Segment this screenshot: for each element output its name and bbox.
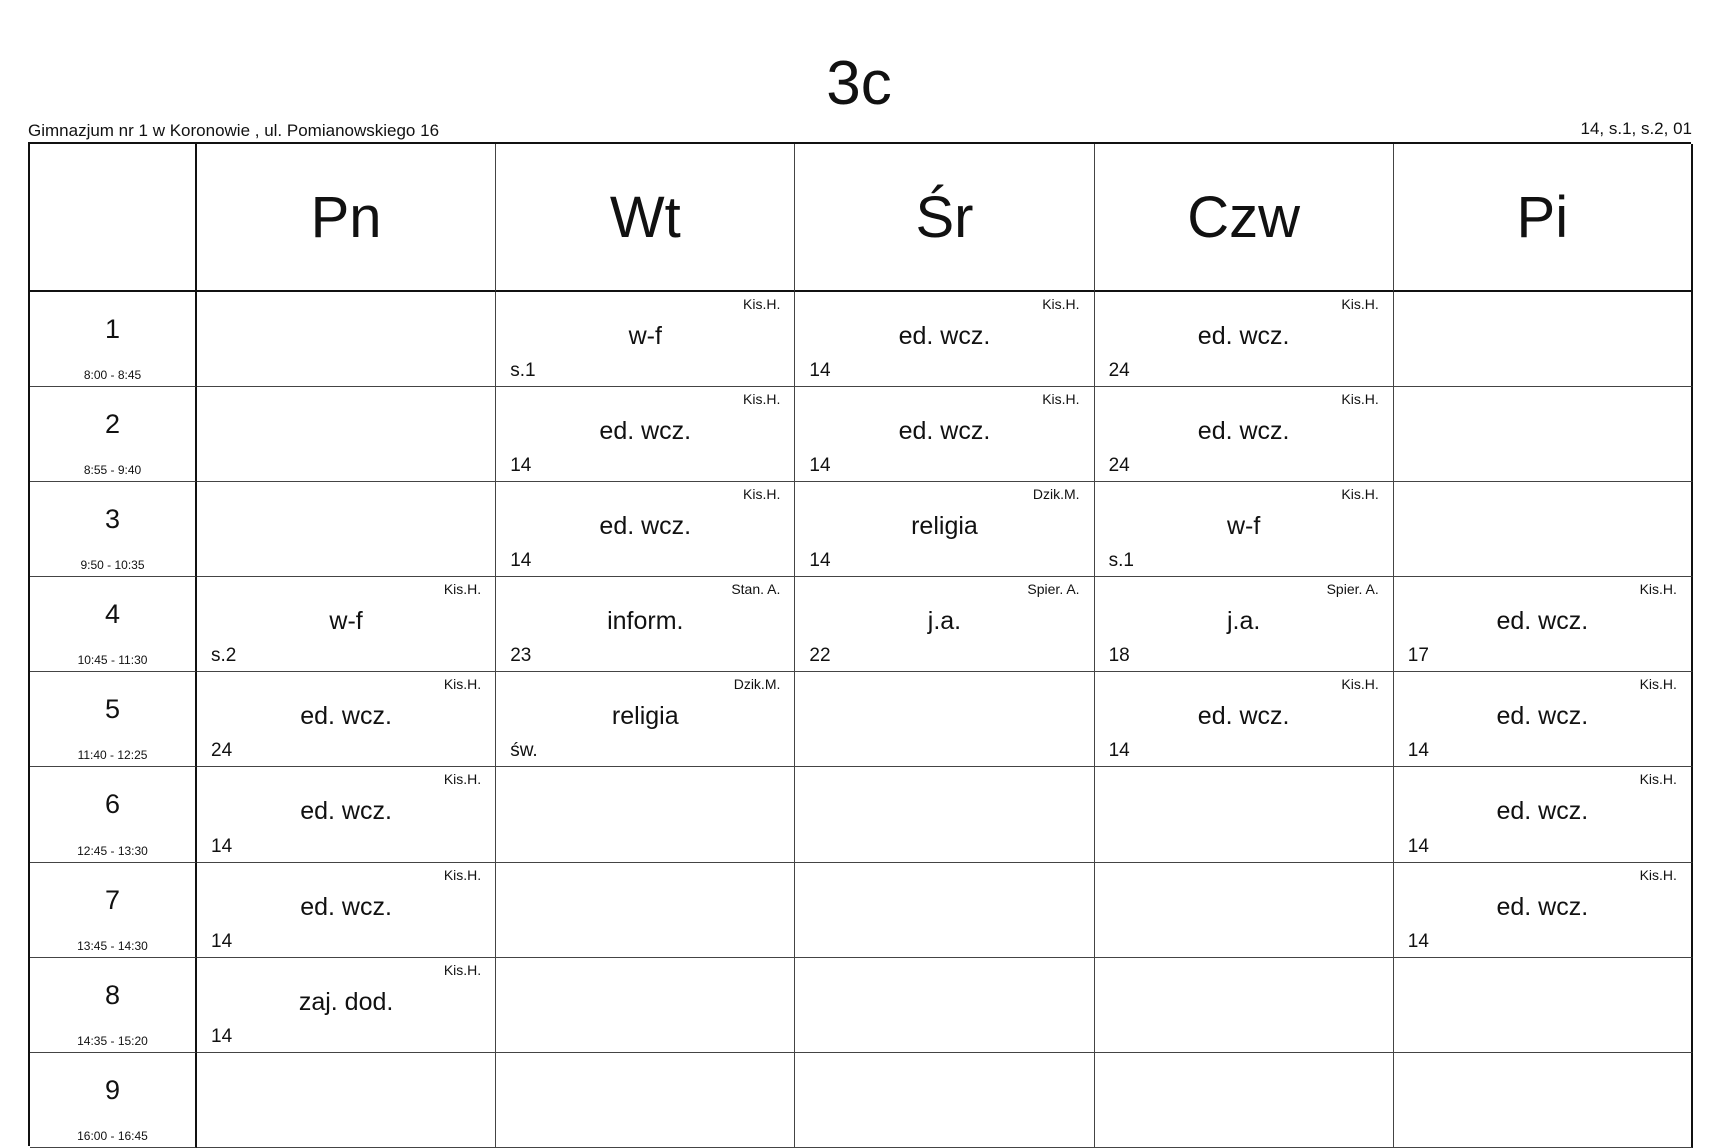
lesson-teacher: Kis.H.: [1639, 676, 1677, 693]
lesson-room: 14: [809, 360, 831, 382]
lesson-teacher: Kis.H.: [443, 581, 482, 598]
period-cell: [30, 863, 197, 958]
period-time: 16:00 - 16:45: [77, 1128, 148, 1143]
lesson-subject: inform.: [607, 607, 684, 636]
lesson-cell: [1394, 767, 1693, 862]
lesson-subject: w-f: [628, 322, 662, 350]
lesson-teacher: Dzik.M.: [1032, 486, 1080, 503]
lesson-subject: ed. wcz.: [1197, 702, 1290, 731]
period-cell: [30, 482, 197, 577]
lesson-room: s.2: [211, 645, 237, 667]
period-number: 8: [104, 979, 121, 1010]
empty-cell: [795, 863, 1094, 958]
empty-cell: [1394, 482, 1693, 577]
period-time: 14:35 - 15:20: [77, 1033, 148, 1048]
day-header: Pn: [197, 144, 496, 292]
lesson-room: s.1: [1108, 550, 1134, 572]
period-cell: [30, 1053, 197, 1148]
lesson-cell: [795, 577, 1094, 672]
period-time: 9:50 - 10:35: [80, 558, 145, 573]
period-number: 4: [104, 599, 121, 630]
lesson-room: 22: [809, 645, 831, 667]
period-time: 8:00 - 8:45: [83, 368, 142, 383]
lesson-room: 14: [211, 930, 233, 952]
rooms-info: 14, s.1, s.2, 01: [1580, 119, 1692, 138]
empty-cell: [795, 958, 1094, 1053]
lesson-cell: [1095, 292, 1394, 387]
lesson-cell: [1394, 577, 1693, 672]
period-cell: [30, 672, 197, 767]
lesson-cell: [1394, 863, 1693, 958]
lesson-cell: [1394, 672, 1693, 767]
lesson-room: s.1: [510, 360, 536, 382]
lesson-subject: zaj. dod.: [298, 987, 394, 1016]
day-header: Pi: [1394, 144, 1693, 292]
lesson-room: 14: [1407, 930, 1429, 952]
lesson-subject: ed. wcz.: [1496, 702, 1589, 731]
period-number: 3: [104, 504, 121, 535]
lesson-subject: ed. wcz.: [300, 892, 392, 921]
lesson-subject: ed. wcz.: [898, 417, 991, 446]
lesson-cell: [496, 292, 795, 387]
lesson-cell: [496, 672, 795, 767]
empty-cell: [1095, 863, 1394, 958]
period-cell: [30, 577, 197, 672]
lesson-subject: ed. wcz.: [599, 417, 692, 446]
lesson-teacher: Kis.H.: [1639, 866, 1677, 883]
empty-cell: [795, 1053, 1094, 1148]
period-time: 12:45 - 13:30: [77, 843, 148, 858]
lesson-cell: [795, 292, 1094, 387]
empty-cell: [1095, 1053, 1394, 1148]
lesson-teacher: Kis.H.: [1341, 486, 1379, 503]
lesson-subject: religia: [611, 702, 679, 731]
lesson-room: 14: [211, 1025, 233, 1047]
lesson-room: 14: [1407, 740, 1429, 762]
lesson-subject: ed. wcz.: [898, 322, 991, 350]
lesson-teacher: Kis.H.: [1341, 391, 1379, 408]
lesson-cell: [496, 387, 795, 482]
empty-cell: [197, 482, 496, 577]
lesson-teacher: Kis.H.: [443, 866, 482, 883]
day-header: Wt: [496, 144, 795, 292]
lesson-teacher: Kis.H.: [743, 486, 781, 503]
lesson-room: 24: [1108, 455, 1130, 477]
lesson-subject: ed. wcz.: [1197, 322, 1290, 350]
lesson-room: 18: [1108, 645, 1130, 667]
lesson-teacher: Kis.H.: [1639, 771, 1677, 788]
period-time: 8:55 - 9:40: [83, 463, 142, 478]
lesson-cell: [1095, 482, 1394, 577]
lesson-subject: ed. wcz.: [300, 797, 392, 826]
period-number: 1: [104, 314, 121, 344]
lesson-cell: [197, 577, 496, 672]
empty-cell: [496, 863, 795, 958]
corner-cell: [30, 144, 197, 292]
lesson-room: 24: [1108, 360, 1130, 382]
lesson-subject: j.a.: [927, 607, 962, 636]
empty-cell: [197, 292, 496, 387]
period-cell: [30, 387, 197, 482]
timetable-grid: [28, 142, 1691, 1146]
lesson-teacher: Kis.H.: [1042, 391, 1080, 408]
lesson-subject: ed. wcz.: [1496, 797, 1589, 826]
lesson-teacher: Kis.H.: [443, 676, 482, 693]
lesson-teacher: Kis.H.: [443, 771, 482, 788]
lesson-room: 14: [809, 550, 831, 572]
lesson-cell: [1095, 672, 1394, 767]
empty-cell: [1394, 292, 1693, 387]
period-cell: [30, 767, 197, 862]
lesson-subject: w-f: [1226, 512, 1261, 541]
lesson-room: 24: [211, 740, 233, 762]
lesson-room: 14: [211, 835, 233, 857]
period-cell: [30, 292, 197, 387]
period-number: 9: [104, 1074, 121, 1105]
lesson-room: 23: [510, 645, 532, 667]
empty-cell: [496, 1053, 795, 1148]
lesson-room: 14: [809, 455, 831, 477]
lesson-subject: ed. wcz.: [300, 702, 392, 731]
lesson-teacher: Kis.H.: [1639, 581, 1677, 598]
school-name: Gimnazjum nr 1 w Koronowie , ul. Pomianowskiego 16: [28, 121, 440, 140]
lesson-room: 14: [1108, 740, 1130, 762]
lesson-teacher: Stan. A.: [731, 581, 781, 598]
lesson-subject: ed. wcz.: [1197, 417, 1290, 446]
lesson-teacher: Kis.H.: [1341, 296, 1379, 312]
empty-cell: [1394, 387, 1693, 482]
lesson-teacher: Kis.H.: [443, 961, 482, 978]
lesson-cell: [1095, 577, 1394, 672]
lesson-cell: [795, 387, 1094, 482]
lesson-room: 14: [510, 550, 532, 572]
lesson-room: 14: [510, 455, 532, 477]
empty-cell: [197, 387, 496, 482]
lesson-subject: ed. wcz.: [1496, 607, 1589, 636]
period-number: 7: [104, 884, 121, 915]
lesson-cell: [496, 482, 795, 577]
class-title: 3c: [826, 49, 892, 118]
lesson-room: 17: [1407, 645, 1429, 667]
empty-cell: [197, 1053, 496, 1148]
period-number: 2: [104, 409, 121, 440]
empty-cell: [496, 958, 795, 1053]
period-time: 11:40 - 12:25: [77, 748, 148, 763]
lesson-cell: [197, 958, 496, 1053]
empty-cell: [1394, 1053, 1693, 1148]
lesson-teacher: Kis.H.: [743, 296, 781, 312]
lesson-subject: religia: [911, 512, 978, 541]
lesson-cell: [197, 767, 496, 862]
lesson-subject: ed. wcz.: [1496, 892, 1589, 921]
period-time: 13:45 - 14:30: [77, 938, 148, 953]
empty-cell: [496, 767, 795, 862]
lesson-cell: [1095, 387, 1394, 482]
lesson-cell: [795, 482, 1094, 577]
lesson-room: 14: [1407, 835, 1429, 857]
day-header: Śr: [795, 144, 1094, 292]
lesson-subject: w-f: [329, 607, 363, 636]
empty-cell: [795, 767, 1094, 862]
lesson-cell: [496, 577, 795, 672]
period-time: 10:45 - 11:30: [77, 653, 148, 668]
lesson-subject: j.a.: [1226, 607, 1261, 636]
lesson-teacher: Spier. A.: [1027, 581, 1080, 598]
day-header: Czw: [1095, 144, 1394, 292]
lesson-cell: [197, 672, 496, 767]
empty-cell: [1095, 958, 1394, 1053]
lesson-teacher: Kis.H.: [1042, 296, 1080, 312]
empty-cell: [1095, 767, 1394, 862]
lesson-teacher: Kis.H.: [743, 391, 781, 408]
lesson-room: św.: [510, 740, 538, 762]
period-number: 5: [104, 694, 121, 725]
lesson-teacher: Dzik.M.: [733, 676, 781, 693]
period-cell: [30, 958, 197, 1053]
empty-cell: [795, 672, 1094, 767]
empty-cell: [1394, 958, 1693, 1053]
lesson-cell: [197, 863, 496, 958]
lesson-subject: ed. wcz.: [599, 512, 692, 541]
lesson-teacher: Spier. A.: [1326, 581, 1379, 598]
lesson-teacher: Kis.H.: [1341, 676, 1379, 693]
period-number: 6: [104, 789, 121, 820]
